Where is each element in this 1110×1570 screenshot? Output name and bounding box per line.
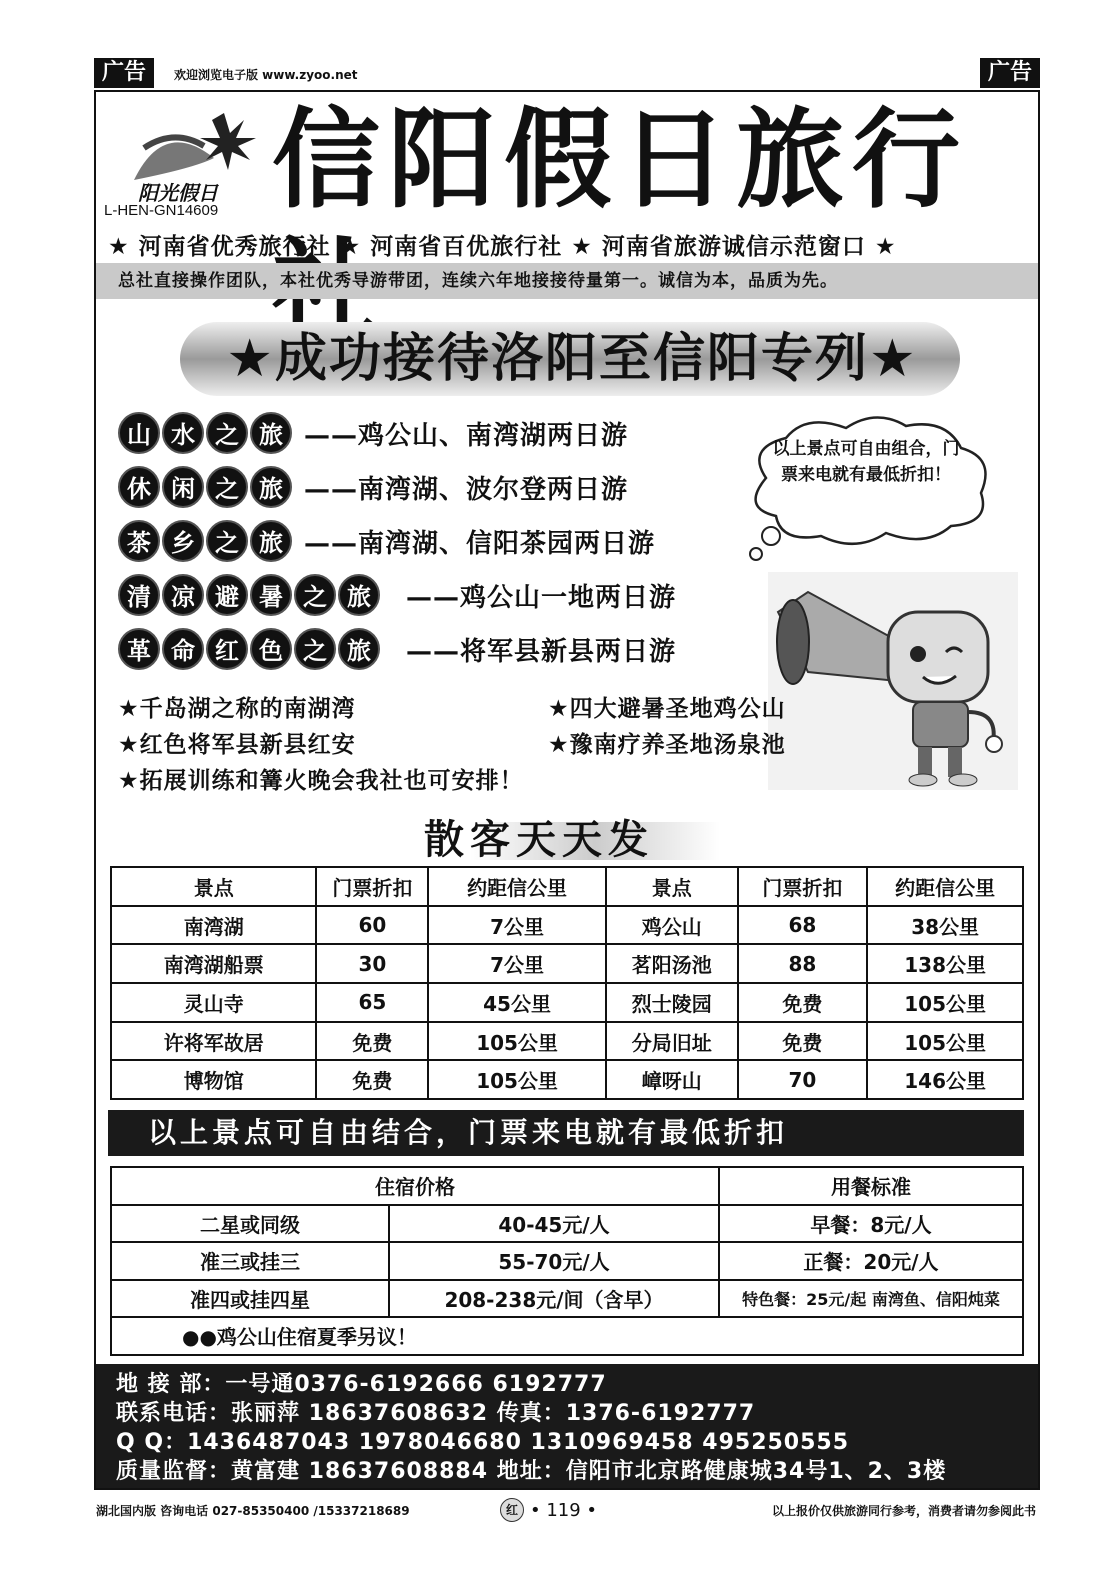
table-cell: 138公里	[867, 944, 1023, 983]
tour-desc: ——南湾湖、信阳茶园两日游	[304, 528, 656, 559]
license-number: L-HEN-GN14609	[104, 202, 219, 219]
tour-item	[118, 626, 676, 672]
table-cell: 南湾湖	[111, 906, 316, 945]
table-cell: 105公里	[428, 1022, 606, 1061]
table-row	[111, 1060, 1023, 1099]
lodging-note: ●●鸡公山住宿夏季另议！	[111, 1317, 1023, 1355]
red-badge-icon: 红	[500, 1498, 524, 1522]
attractions-table	[110, 866, 1024, 1100]
tour-name-char: 旅	[338, 574, 380, 616]
table-cell: 65	[316, 983, 428, 1022]
page-number	[500, 1498, 597, 1522]
tour-name-char: 旅	[250, 466, 292, 508]
tour-name-char: 之	[294, 628, 336, 670]
column-header: 约距信公里	[867, 867, 1023, 906]
tour-name-char: 凉	[162, 574, 204, 616]
table-cell: 准四或挂四星	[111, 1280, 389, 1318]
table-cell: 68	[738, 906, 868, 945]
table-row	[111, 906, 1023, 945]
page-number-text: • 119 •	[530, 1499, 598, 1521]
tour-desc: ——鸡公山、南湾湖两日游	[304, 420, 629, 451]
tour-name-char: 旅	[338, 628, 380, 670]
tour-name-char: 旅	[250, 520, 292, 562]
ad-tag-right: 广告	[980, 58, 1040, 88]
tour-name-char: 革	[118, 628, 160, 670]
table-cell: 免费	[738, 983, 868, 1022]
cloud-text: 以上景点可自由组合，门票来电就有最低折扣！	[772, 439, 960, 485]
table-row	[111, 1022, 1023, 1061]
tour-name-char: 乡	[162, 520, 204, 562]
contact-qq: Q Q：1436487043 1978046680 1310969458 495250555	[116, 1430, 850, 1455]
tour-desc: ——南湾湖、波尔登两日游	[304, 474, 629, 505]
table-cell: 70	[738, 1060, 868, 1099]
table-header-row	[111, 1167, 1023, 1205]
table-cell: 二星或同级	[111, 1205, 389, 1243]
table-cell: 55-70元/人	[389, 1242, 719, 1280]
table-row	[111, 983, 1023, 1022]
daily-departure-title: 散客天天发	[424, 817, 654, 863]
table-cell: 60	[316, 906, 428, 945]
table-cell: 30	[316, 944, 428, 983]
tour-name-char: 闲	[162, 466, 204, 508]
table-cell: 鸡公山	[606, 906, 738, 945]
tour-name-char: 茶	[118, 520, 160, 562]
table-cell: 早餐：8元/人	[719, 1205, 1023, 1243]
feature-item: ★千岛湖之称的南湖湾	[118, 696, 356, 722]
table-cell: 南湾湖船票	[111, 944, 316, 983]
feature-item: ★红色将军县新县红安	[118, 732, 356, 758]
tour-name-char: 清	[118, 574, 160, 616]
contact-phone: 联系电话：张丽萍 18637608632 传真：1376-6192777	[116, 1401, 756, 1426]
feature-item: ★豫南疗养圣地汤泉池	[548, 732, 786, 758]
tour-name-char: 旅	[250, 412, 292, 454]
footer-right: 以上报价仅供旅游同行参考，消费者请勿参阅此书	[771, 1504, 1036, 1518]
contact-block	[96, 1364, 1038, 1488]
table-cell: 146公里	[867, 1060, 1023, 1099]
table-cell: 博物馆	[111, 1060, 316, 1099]
tour-name-char: 暑	[250, 574, 292, 616]
megaphone-mascot-icon	[768, 572, 1018, 790]
tour-name-char: 休	[118, 466, 160, 508]
tour-desc: ——鸡公山一地两日游	[406, 582, 677, 613]
table-cell: 7公里	[428, 906, 606, 945]
table-cell: 茗阳汤池	[606, 944, 738, 983]
tour-name-char: 之	[294, 574, 336, 616]
tour-name-char: 之	[206, 466, 248, 508]
table-row	[111, 1280, 1023, 1318]
tour-item	[118, 464, 628, 510]
table-cell: 105公里	[867, 1022, 1023, 1061]
column-header: 景点	[111, 867, 316, 906]
table-cell: 烈士陵园	[606, 983, 738, 1022]
welcome-text[interactable]: 欢迎浏览电子版 www.zyoo.net	[174, 68, 358, 82]
feature-item: ★拓展训练和篝火晚会我社也可安排！	[118, 768, 524, 794]
lodging-header: 住宿价格	[111, 1167, 719, 1205]
table-cell: 许将军故居	[111, 1022, 316, 1061]
footer-left: 湖北国内版 咨询电话 027-85350400 /15337218689	[96, 1504, 410, 1518]
table-cell: 灵山寺	[111, 983, 316, 1022]
special-train-banner: ★成功接待洛阳至信阳专列★	[226, 329, 918, 389]
table-cell: 分局旧址	[606, 1022, 738, 1061]
agency-title: 信阳假日旅行	[272, 98, 969, 223]
ad-tag-left: 广告	[94, 58, 154, 88]
table-row	[111, 944, 1023, 983]
table-cell: 免费	[316, 1022, 428, 1061]
table-header-row	[111, 867, 1023, 906]
table-cell: 208-238元/间（含早）	[389, 1280, 719, 1318]
tour-name-char: 色	[250, 628, 292, 670]
table-cell: 38公里	[867, 906, 1023, 945]
table-cell: 准三或挂三	[111, 1242, 389, 1280]
tour-item	[118, 410, 628, 456]
table-cell: 105公里	[428, 1060, 606, 1099]
tour-name-char: 红	[206, 628, 248, 670]
meal-header: 用餐标准	[719, 1167, 1023, 1205]
tour-name-char: 命	[162, 628, 204, 670]
column-header: 约距信公里	[428, 867, 606, 906]
table-cell: 40-45元/人	[389, 1205, 719, 1243]
table-cell: 免费	[316, 1060, 428, 1099]
table-cell: 正餐：20元/人	[719, 1242, 1023, 1280]
table-row	[111, 1242, 1023, 1280]
tour-desc: ——将军县新县两日游	[406, 636, 677, 667]
tour-name-char: 山	[118, 412, 160, 454]
top-header	[94, 58, 1040, 90]
contact-supervision: 质量监督：黄富建 18637608884 地址：信阳市北京路健康城34号1、2、3楼	[116, 1459, 947, 1484]
column-header: 门票折扣	[738, 867, 868, 906]
column-header: 景点	[606, 867, 738, 906]
tour-name-char: 之	[206, 412, 248, 454]
tour-item	[118, 518, 655, 564]
slogan-bar: 总社直接操作团队，本社优秀导游带团，连续六年地接接待量第一。诚信为本，品质为先。	[96, 263, 1038, 299]
logo-text: 阳光假日	[138, 181, 218, 205]
price-table	[110, 1166, 1024, 1356]
thought-cloud-icon	[726, 408, 1006, 568]
table-cell: 88	[738, 944, 868, 983]
contact-dept: 地 接 部：一号通0376-6192666 6192777	[116, 1372, 607, 1397]
table-cell: 免费	[738, 1022, 868, 1061]
table-cell: 45公里	[428, 983, 606, 1022]
tour-name-char: 避	[206, 574, 248, 616]
tour-name-char: 水	[162, 412, 204, 454]
table-cell: 特色餐：25元/起 南湾鱼、信阳炖菜	[719, 1280, 1023, 1318]
combine-banner: 以上景点可自由结合，门票来电就有最低折扣	[108, 1110, 1024, 1156]
table-row	[111, 1205, 1023, 1243]
table-cell: 嶂呀山	[606, 1060, 738, 1099]
table-cell: 7公里	[428, 944, 606, 983]
honors-line: ★ 河南省优秀旅行社 ★ 河南省百优旅行社 ★ 河南省旅游诚信示范窗口 ★	[108, 234, 897, 260]
feature-item: ★四大避暑圣地鸡公山	[548, 696, 786, 722]
table-cell: 105公里	[867, 983, 1023, 1022]
table-row	[111, 1317, 1023, 1355]
tour-name-char: 之	[206, 520, 248, 562]
tour-item	[118, 572, 676, 618]
column-header: 门票折扣	[316, 867, 428, 906]
